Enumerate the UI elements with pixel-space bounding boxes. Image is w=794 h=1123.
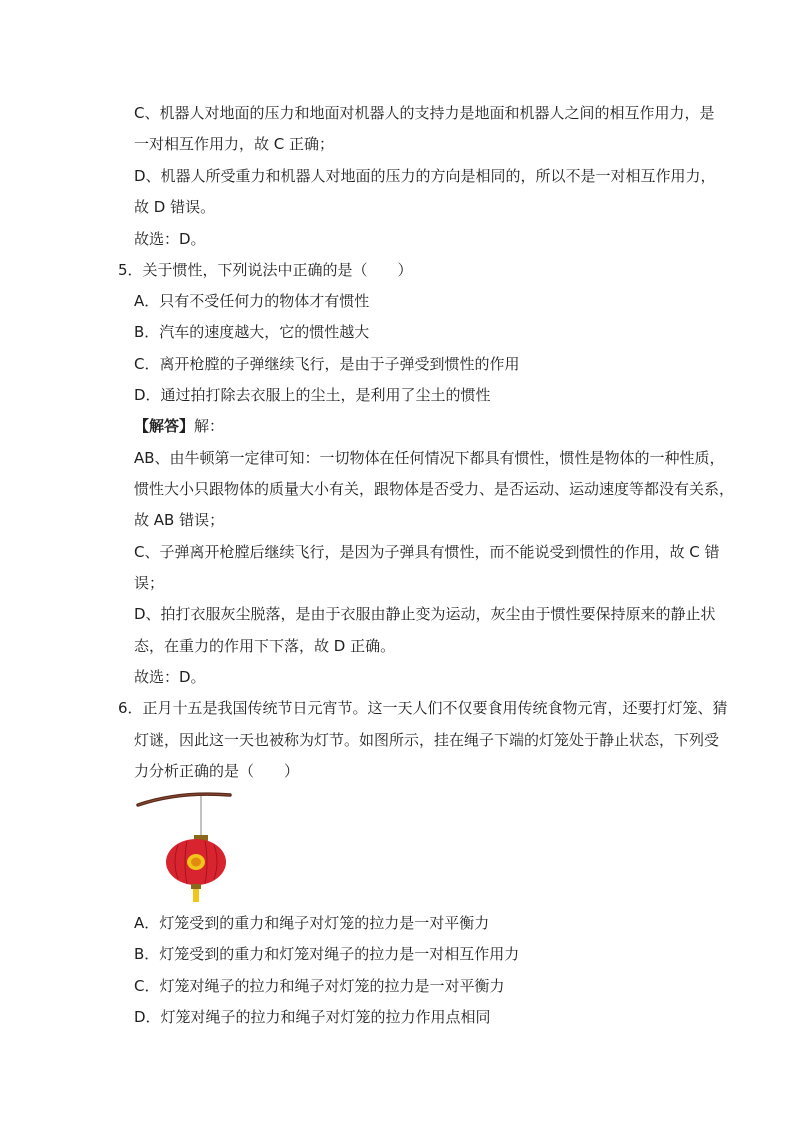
q5-explain-line2: 惯性大小只跟物体的质量大小有关，跟物体是否受力、是否运动、运动速度等都没有关系， <box>134 480 735 498</box>
q5-option-a: A．只有不受任何力的物体才有惯性 <box>134 292 370 310</box>
q5-explain-line1: AB、由牛顿第一定律可知：一切物体在任何情况下都具有惯性，惯性是物体的一种性质， <box>134 449 725 467</box>
q4-option-d-explain-line1: D、机器人所受重力和机器人对地面的压力的方向是相同的，所以不是一对相互作用力， <box>134 167 716 185</box>
answer-tag: 【解答】 <box>134 417 195 435</box>
q6-option-b: B．灯笼受到的重力和灯笼对绳子的拉力是一对相互作用力 <box>134 945 520 963</box>
answer-suffix: 解： <box>194 417 225 435</box>
q4-option-c-explain-line2: 一对相互作用力，故 C 正确； <box>134 135 335 153</box>
q6-option-a: A．灯笼受到的重力和绳子对灯笼的拉力是一对平衡力 <box>134 914 490 932</box>
q5-option-c: C．离开枪膛的子弹继续飞行，是由于子弹受到惯性的作用 <box>134 355 520 373</box>
q6-stem-line1: 6．正月十五是我国传统节日元宵节。这一天人们不仅要食用传统食物元宵，还要打灯笼、猜 <box>118 699 728 717</box>
q4-answer-select: 故选：D。 <box>134 230 206 248</box>
lantern-figure <box>134 788 244 904</box>
q5-stem: 5．关于惯性，下列说法中正确的是（ ） <box>118 261 413 279</box>
q5-explain-line7: 态，在重力的作用下下落，故 D 正确。 <box>134 637 396 655</box>
q4-option-c-explain-line1: C、机器人对地面的压力和地面对机器人的支持力是地面和机器人之间的相互作用力，是 <box>134 104 715 122</box>
q5-explain-line6: D、拍打衣服灰尘脱落，是由于衣服由静止变为运动，灰尘由于惯性要保持原来的静止状 <box>134 605 716 623</box>
q5-answer-select: 故选：D。 <box>134 668 206 686</box>
q6-option-d: D．灯笼对绳子的拉力和绳子对灯笼的拉力作用点相同 <box>134 1008 491 1026</box>
q5-explain-line3: 故 AB 错误； <box>134 511 225 529</box>
lantern-illustration <box>134 788 244 904</box>
q5-explain-line5: 误； <box>134 574 165 592</box>
q6-stem-line2: 灯谜，因此这一天也被称为灯节。如图所示，挂在绳子下端的灯笼处于静止状态，下列受 <box>134 731 720 749</box>
q6-stem-line3: 力分析正确的是（ ） <box>134 762 300 780</box>
q5-explain-line4: C、子弹离开枪膛后继续飞行，是因为子弹具有惯性，而不能说受到惯性的作用，故 C 错 <box>134 543 720 561</box>
q5-option-d: D．通过拍打除去衣服上的尘土，是利用了尘土的惯性 <box>134 386 491 404</box>
q4-option-d-explain-line2: 故 D 错误。 <box>134 198 216 216</box>
q6-option-c: C．灯笼对绳子的拉力和绳子对灯笼的拉力是一对平衡力 <box>134 977 505 995</box>
q5-answer-heading <box>134 416 224 436</box>
q5-option-b: B．汽车的速度越大，它的惯性越大 <box>134 323 370 341</box>
